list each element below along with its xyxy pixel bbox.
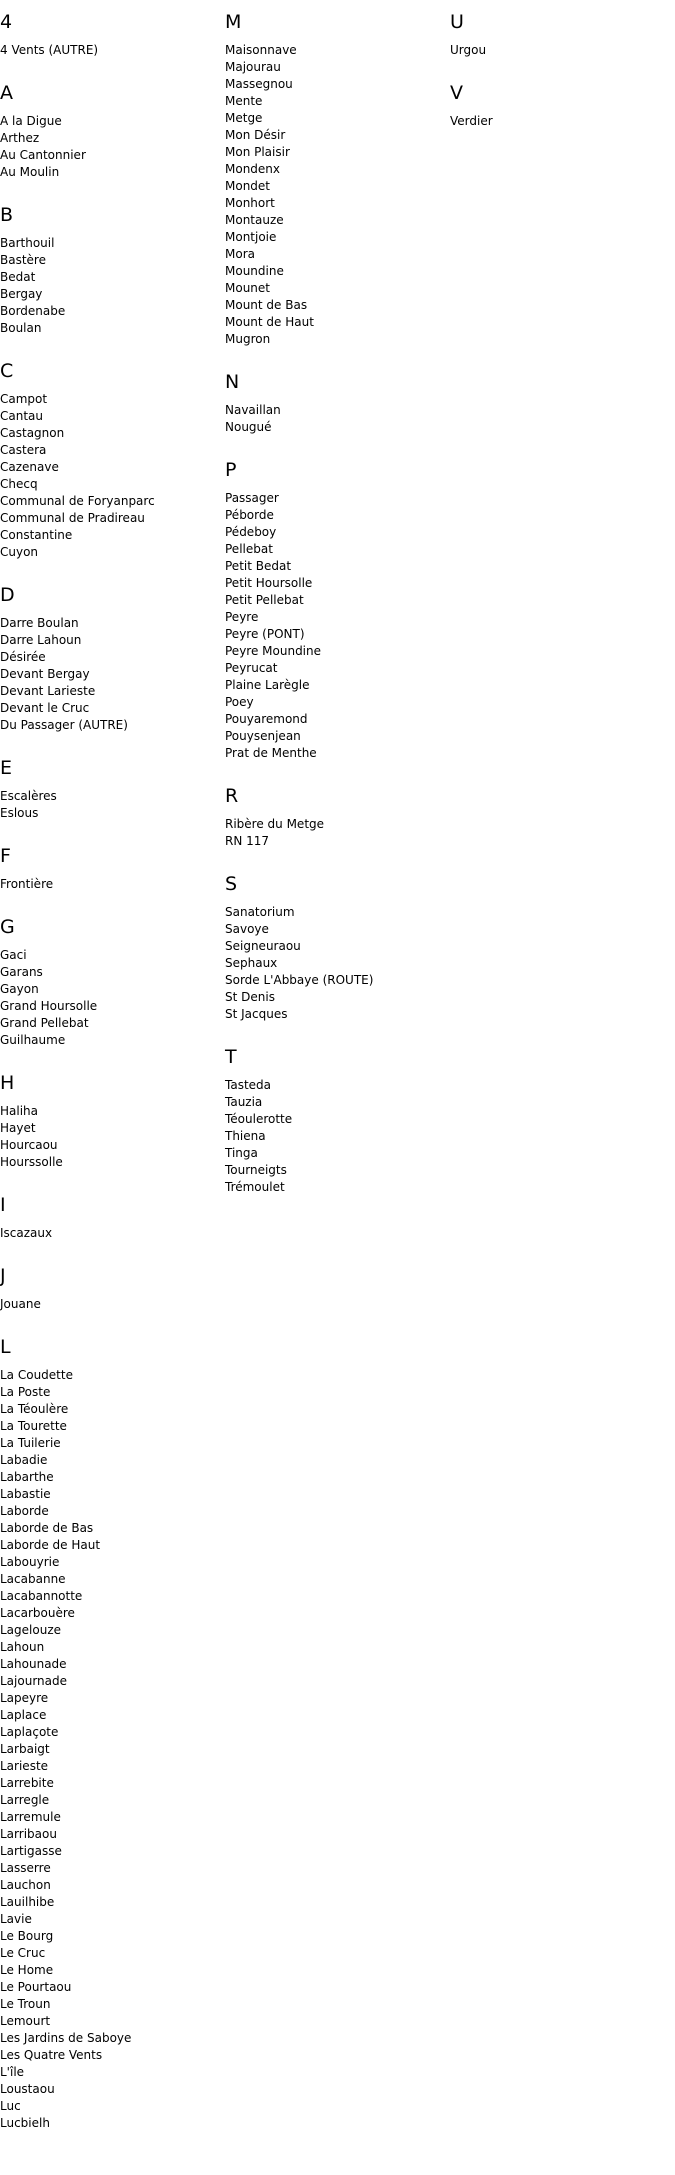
place-link[interactable]: Peyre (PONT): [225, 627, 305, 641]
place-link[interactable]: Au Moulin: [0, 165, 60, 179]
place-list: [0, 1296, 220, 1313]
place-link[interactable]: L'île: [0, 2065, 25, 2079]
place-link[interactable]: Désirée: [0, 650, 46, 664]
place-list: [0, 391, 220, 561]
letter-group: [225, 458, 445, 762]
place-list: [225, 1077, 445, 1196]
place-link[interactable]: Barthouil: [0, 236, 55, 250]
letter-group: [0, 1335, 220, 2132]
place-link[interactable]: Tinga: [225, 1146, 258, 1160]
place-link[interactable]: Lagelouze: [0, 1623, 62, 1637]
place-link[interactable]: La Tourette: [0, 1419, 67, 1433]
place-list: [0, 947, 220, 1049]
place-link[interactable]: Castera: [0, 443, 47, 457]
place-link[interactable]: Mon Désir: [225, 128, 286, 142]
place-link[interactable]: Lartigasse: [0, 1844, 62, 1858]
place-list: [225, 904, 445, 1023]
place-link[interactable]: Moundine: [225, 264, 284, 278]
place-list: [450, 113, 670, 130]
place-link[interactable]: Laplace: [0, 1708, 47, 1722]
place-link[interactable]: Tauzia: [225, 1095, 263, 1109]
letter-heading: I: [0, 1194, 6, 1216]
place-link[interactable]: Lapeyre: [0, 1691, 49, 1705]
place-link[interactable]: Passager: [225, 491, 279, 505]
place-link[interactable]: Labouyrie: [0, 1555, 60, 1569]
place-list: [0, 1103, 220, 1171]
place-link[interactable]: Labastie: [0, 1487, 51, 1501]
place-link[interactable]: Sanatorium: [225, 905, 295, 919]
place-link[interactable]: Gayon: [0, 982, 39, 996]
place-link[interactable]: Laborde de Bas: [0, 1521, 94, 1535]
place-link[interactable]: Larieste: [0, 1759, 49, 1773]
place-link[interactable]: Laborde: [0, 1504, 49, 1518]
letter-group: [0, 1071, 220, 1171]
place-link[interactable]: Pédeboy: [225, 525, 277, 539]
letter-group: [0, 1193, 220, 1242]
place-link[interactable]: Le Troun: [0, 1997, 51, 2011]
place-link[interactable]: Le Bourg: [0, 1929, 54, 1943]
place-link[interactable]: Mon Plaisir: [225, 145, 290, 159]
letter-heading: H: [0, 1072, 15, 1094]
letter-group: [450, 10, 670, 59]
place-link[interactable]: Seigneuraou: [225, 939, 301, 953]
place-link[interactable]: Lacabanne: [0, 1572, 66, 1586]
place-link[interactable]: Campot: [0, 392, 48, 406]
place-link[interactable]: Petit Pellebat: [225, 593, 304, 607]
place-link[interactable]: Grand Hoursolle: [0, 999, 98, 1013]
place-link[interactable]: Maisonnave: [225, 43, 297, 57]
place-link[interactable]: Navaillan: [225, 403, 281, 417]
place-link[interactable]: Lucbielh: [0, 2116, 50, 2130]
place-list: [225, 490, 445, 762]
place-link[interactable]: Haliha: [0, 1104, 39, 1118]
place-link[interactable]: La Tuilerie: [0, 1436, 61, 1450]
place-link[interactable]: Constantine: [0, 528, 73, 542]
letter-group: [450, 81, 670, 130]
letter-heading: R: [225, 785, 239, 807]
place-link[interactable]: Montauze: [225, 213, 284, 227]
place-link[interactable]: Sephaux: [225, 956, 278, 970]
place-link[interactable]: Trémoulet: [225, 1180, 285, 1194]
place-link[interactable]: Eslous: [0, 806, 39, 820]
place-link[interactable]: Hourcaou: [0, 1138, 58, 1152]
place-link[interactable]: Massegnou: [225, 77, 293, 91]
place-link[interactable]: Montjoie: [225, 230, 277, 244]
place-link[interactable]: Au Cantonnier: [0, 148, 86, 162]
place-link[interactable]: Escalères: [0, 789, 57, 803]
place-link[interactable]: Arthez: [0, 131, 40, 145]
letter-heading: N: [225, 371, 240, 393]
place-list: [0, 113, 220, 181]
place-link[interactable]: St Jacques: [225, 1007, 288, 1021]
letter-heading: L: [0, 1336, 11, 1358]
place-link[interactable]: Metge: [225, 111, 263, 125]
letter-group: [225, 872, 445, 1023]
place-list: [0, 1367, 220, 2132]
place-link[interactable]: La Poste: [0, 1385, 51, 1399]
place-link[interactable]: Petit Hoursolle: [225, 576, 313, 590]
letter-group: [225, 10, 445, 348]
place-list: [0, 788, 220, 822]
place-link[interactable]: Labadie: [0, 1453, 48, 1467]
place-link[interactable]: Peyre Moundine: [225, 644, 322, 658]
letter-group: [225, 784, 445, 850]
place-link[interactable]: Bedat: [0, 270, 36, 284]
place-link[interactable]: Bordenabe: [0, 304, 66, 318]
letter-group: [0, 583, 220, 734]
place-link[interactable]: Lahounade: [0, 1657, 67, 1671]
place-link[interactable]: Petit Bedat: [225, 559, 292, 573]
place-link[interactable]: St Denis: [225, 990, 275, 1004]
place-link[interactable]: Boulan: [0, 321, 42, 335]
letter-heading: B: [0, 204, 14, 226]
place-link[interactable]: Grand Pellebat: [0, 1016, 89, 1030]
place-link[interactable]: Devant le Cruc: [0, 701, 90, 715]
place-link[interactable]: Cuyon: [0, 545, 39, 559]
letter-heading: C: [0, 360, 14, 382]
place-link[interactable]: Iscazaux: [0, 1226, 53, 1240]
place-link[interactable]: Garans: [0, 965, 43, 979]
place-link[interactable]: Mugron: [225, 332, 271, 346]
place-link[interactable]: Pouysenjean: [225, 729, 301, 743]
letter-heading: U: [450, 11, 464, 33]
place-link[interactable]: Lahoun: [0, 1640, 45, 1654]
place-link[interactable]: Larremule: [0, 1810, 61, 1824]
place-link[interactable]: Lacabannotte: [0, 1589, 83, 1603]
letter-heading: G: [0, 916, 15, 938]
place-link[interactable]: Sorde L'Abbaye (ROUTE): [225, 973, 374, 987]
place-link[interactable]: Mount de Haut: [225, 315, 314, 329]
letter-heading: T: [225, 1046, 237, 1068]
place-list: [225, 816, 445, 850]
place-link[interactable]: Du Passager (AUTRE): [0, 718, 128, 732]
place-link[interactable]: Majourau: [225, 60, 281, 74]
place-link[interactable]: Larrebite: [0, 1776, 54, 1790]
place-link[interactable]: Peyrucat: [225, 661, 278, 675]
place-link[interactable]: Gaci: [0, 948, 27, 962]
place-link[interactable]: Loustaou: [0, 2082, 55, 2096]
place-list: [450, 42, 670, 59]
place-link[interactable]: 4 Vents (AUTRE): [0, 43, 99, 57]
place-link[interactable]: Plaine Larègle: [225, 678, 310, 692]
place-link[interactable]: Le Pourtaou: [0, 1980, 72, 1994]
place-link[interactable]: Lauchon: [0, 1878, 51, 1892]
place-link[interactable]: Mounet: [225, 281, 270, 295]
place-link[interactable]: Frontière: [0, 877, 54, 891]
place-link[interactable]: Hourssolle: [0, 1155, 63, 1169]
place-link[interactable]: A la Digue: [0, 114, 62, 128]
place-link[interactable]: Peyre: [225, 610, 259, 624]
place-link[interactable]: Prat de Menthe: [225, 746, 317, 760]
place-link[interactable]: Le Cruc: [0, 1946, 46, 1960]
letter-heading: E: [0, 757, 13, 779]
place-link[interactable]: Poey: [225, 695, 254, 709]
place-link[interactable]: Guilhaume: [0, 1033, 66, 1047]
place-link[interactable]: Castagnon: [0, 426, 65, 440]
place-link[interactable]: Bergay: [0, 287, 43, 301]
place-link[interactable]: Devant Bergay: [0, 667, 90, 681]
place-link[interactable]: Le Home: [0, 1963, 54, 1977]
letter-group: [0, 756, 220, 822]
place-link[interactable]: La Coudette: [0, 1368, 73, 1382]
place-list: [0, 615, 220, 734]
place-link[interactable]: Lacarbouère: [0, 1606, 75, 1620]
place-link[interactable]: Lajournade: [0, 1674, 68, 1688]
place-link[interactable]: Bastère: [0, 253, 46, 267]
place-link[interactable]: Pellebat: [225, 542, 273, 556]
place-link[interactable]: Verdier: [450, 114, 493, 128]
place-list: [0, 42, 220, 59]
index-column-3: [450, 10, 670, 152]
place-link[interactable]: Les Quatre Vents: [0, 2048, 103, 2062]
place-link[interactable]: Cantau: [0, 409, 44, 423]
place-list: [0, 1225, 220, 1242]
letter-heading: 4: [0, 11, 13, 33]
letter-heading: V: [450, 82, 463, 104]
place-link[interactable]: Péborde: [225, 508, 274, 522]
place-link[interactable]: Labarthe: [0, 1470, 54, 1484]
place-link[interactable]: Mora: [225, 247, 255, 261]
place-link[interactable]: Thiena: [225, 1129, 266, 1143]
place-link[interactable]: Larribaou: [0, 1827, 57, 1841]
place-link[interactable]: Darre Boulan: [0, 616, 79, 630]
place-link[interactable]: Larbaigt: [0, 1742, 50, 1756]
place-link[interactable]: Nougué: [225, 420, 272, 434]
place-list: [0, 235, 220, 337]
place-link[interactable]: Savoye: [225, 922, 269, 936]
place-link[interactable]: Devant Larieste: [0, 684, 96, 698]
index-column-2: [225, 10, 445, 1218]
place-link[interactable]: Darre Lahoun: [0, 633, 82, 647]
place-link[interactable]: Mondet: [225, 179, 271, 193]
place-link[interactable]: Tasteda: [225, 1078, 272, 1092]
letter-group: [0, 81, 220, 181]
place-link[interactable]: Jouane: [0, 1297, 41, 1311]
place-link[interactable]: Ribère du Metge: [225, 817, 325, 831]
letter-heading: D: [0, 584, 15, 606]
place-link[interactable]: Cazenave: [0, 460, 59, 474]
letter-heading: P: [225, 459, 237, 481]
place-link[interactable]: Lemourt: [0, 2014, 51, 2028]
place-link[interactable]: Communal de Foryanparc: [0, 494, 155, 508]
letter-group: [0, 915, 220, 1049]
letter-group: [225, 370, 445, 436]
place-link[interactable]: Pouyaremond: [225, 712, 308, 726]
place-link[interactable]: Checq: [0, 477, 38, 491]
place-link[interactable]: Communal de Pradireau: [0, 511, 145, 525]
place-link[interactable]: Laborde de Haut: [0, 1538, 101, 1552]
place-link[interactable]: Urgou: [450, 43, 487, 57]
place-link[interactable]: Tourneigts: [225, 1163, 287, 1177]
letter-heading: M: [225, 11, 242, 33]
place-link[interactable]: Monhort: [225, 196, 275, 210]
place-list: [225, 402, 445, 436]
letter-group: [0, 359, 220, 561]
letter-heading: A: [0, 82, 13, 104]
place-link[interactable]: Lauilhibe: [0, 1895, 55, 1909]
place-link[interactable]: Hayet: [0, 1121, 36, 1135]
index-column-1: [0, 10, 220, 2154]
place-link[interactable]: Luc: [0, 2099, 21, 2113]
place-link[interactable]: La Téoulère: [0, 1402, 69, 1416]
place-link[interactable]: Les Jardins de Saboye: [0, 2031, 132, 2045]
letter-heading: F: [0, 845, 11, 867]
letter-group: [0, 1264, 220, 1313]
place-list: [0, 876, 220, 893]
letter-group: [0, 10, 220, 59]
place-list: [225, 42, 445, 348]
place-link[interactable]: Mount de Bas: [225, 298, 308, 312]
place-link[interactable]: Laplaçote: [0, 1725, 59, 1739]
place-link[interactable]: Lavie: [0, 1912, 32, 1926]
place-link[interactable]: RN 117: [225, 834, 270, 848]
letter-heading: S: [225, 873, 238, 895]
place-link[interactable]: Lasserre: [0, 1861, 51, 1875]
letter-group: [0, 203, 220, 337]
letter-group: [0, 844, 220, 893]
place-link[interactable]: Mondenx: [225, 162, 281, 176]
letter-heading: J: [0, 1265, 6, 1287]
place-link[interactable]: Larregle: [0, 1793, 50, 1807]
place-link[interactable]: Téoulerotte: [225, 1112, 293, 1126]
letter-group: [225, 1045, 445, 1196]
place-link[interactable]: Mente: [225, 94, 263, 108]
